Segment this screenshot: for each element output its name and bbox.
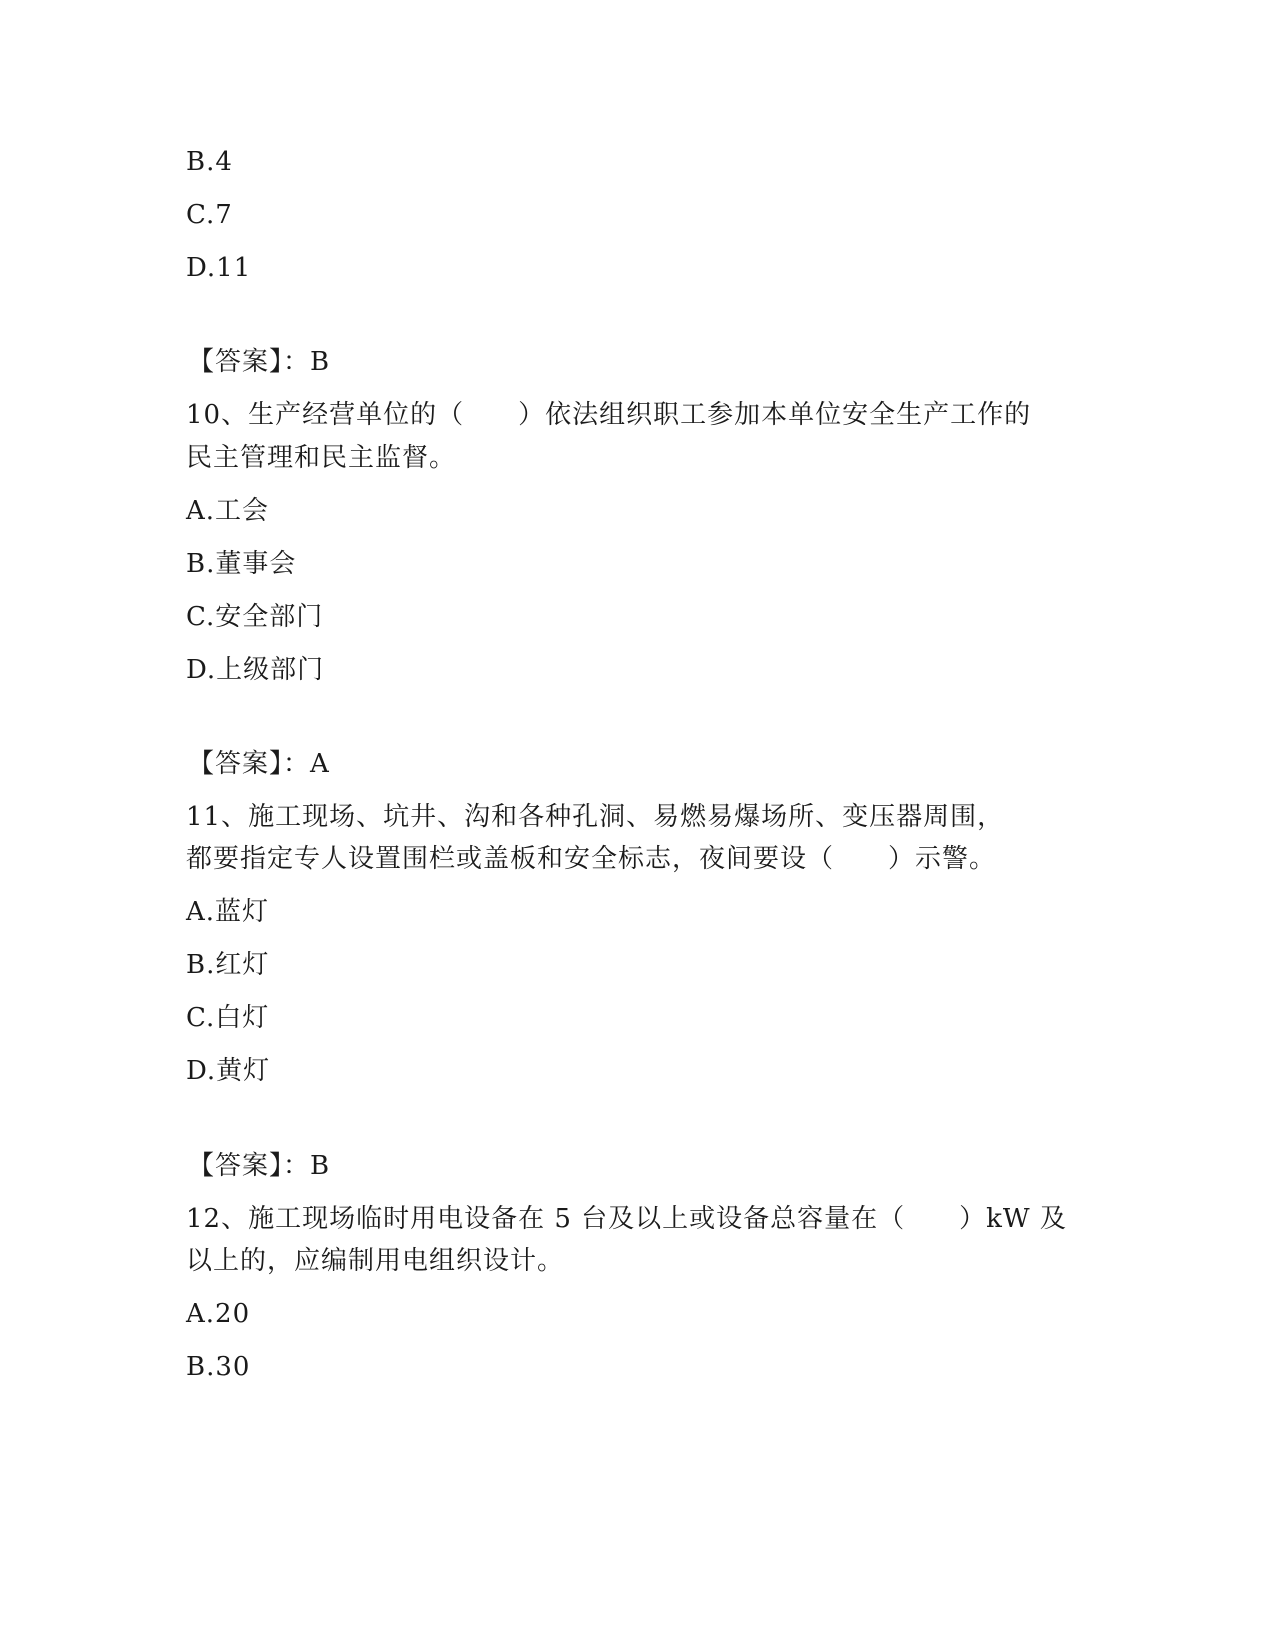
answer-prefix: 【答案】：: [188, 347, 311, 377]
q11-option-d: D.黄灯: [186, 1056, 271, 1086]
q10-stem-line2: 民主管理和民主监督。: [186, 443, 457, 473]
q11-stem-line1: 11、施工现场、坑井、沟和各种孔洞、易燃易爆场所、变压器周围，: [186, 802, 1005, 832]
q11-option-c: C.白灯: [186, 1003, 270, 1033]
q12-stem-line2: 以上的，应编制用电组织设计。: [186, 1246, 565, 1276]
q11-stem-line2: 都要指定专人设置围栏或盖板和安全标志，夜间要设（ ）示警。: [186, 844, 997, 874]
q9-option-d: D.11: [186, 253, 252, 283]
answer-value: A: [310, 749, 330, 779]
answer-prefix: 【答案】：: [188, 1151, 311, 1181]
answer-value: B: [310, 1151, 331, 1181]
answer-prefix: 【答案】：: [188, 749, 311, 779]
q10-stem-line1: 10、生产经营单位的（ ）依法组织职工参加本单位安全生产工作的: [186, 400, 1032, 430]
q9-answer: [188, 346, 330, 378]
q9-option-b: B.4: [186, 147, 233, 177]
q11-answer: [188, 1150, 330, 1182]
q9-option-c: C.7: [186, 200, 233, 230]
q10-option-a: A.工会: [186, 496, 270, 526]
answer-value: B: [310, 347, 331, 377]
q12-option-a: A.20: [186, 1299, 251, 1329]
q12-option-b: B.30: [186, 1352, 251, 1382]
q10-option-b: B.董事会: [186, 549, 297, 579]
q10-option-d: D.上级部门: [186, 655, 325, 685]
q12-stem-line1: 12、施工现场临时用电设备在 5 台及以上或设备总容量在（ ）kW 及: [186, 1204, 1067, 1234]
q11-option-b: B.红灯: [186, 950, 270, 980]
q10-answer: [188, 748, 330, 780]
q11-option-a: A.蓝灯: [186, 897, 270, 927]
q10-option-c: C.安全部门: [186, 602, 324, 632]
